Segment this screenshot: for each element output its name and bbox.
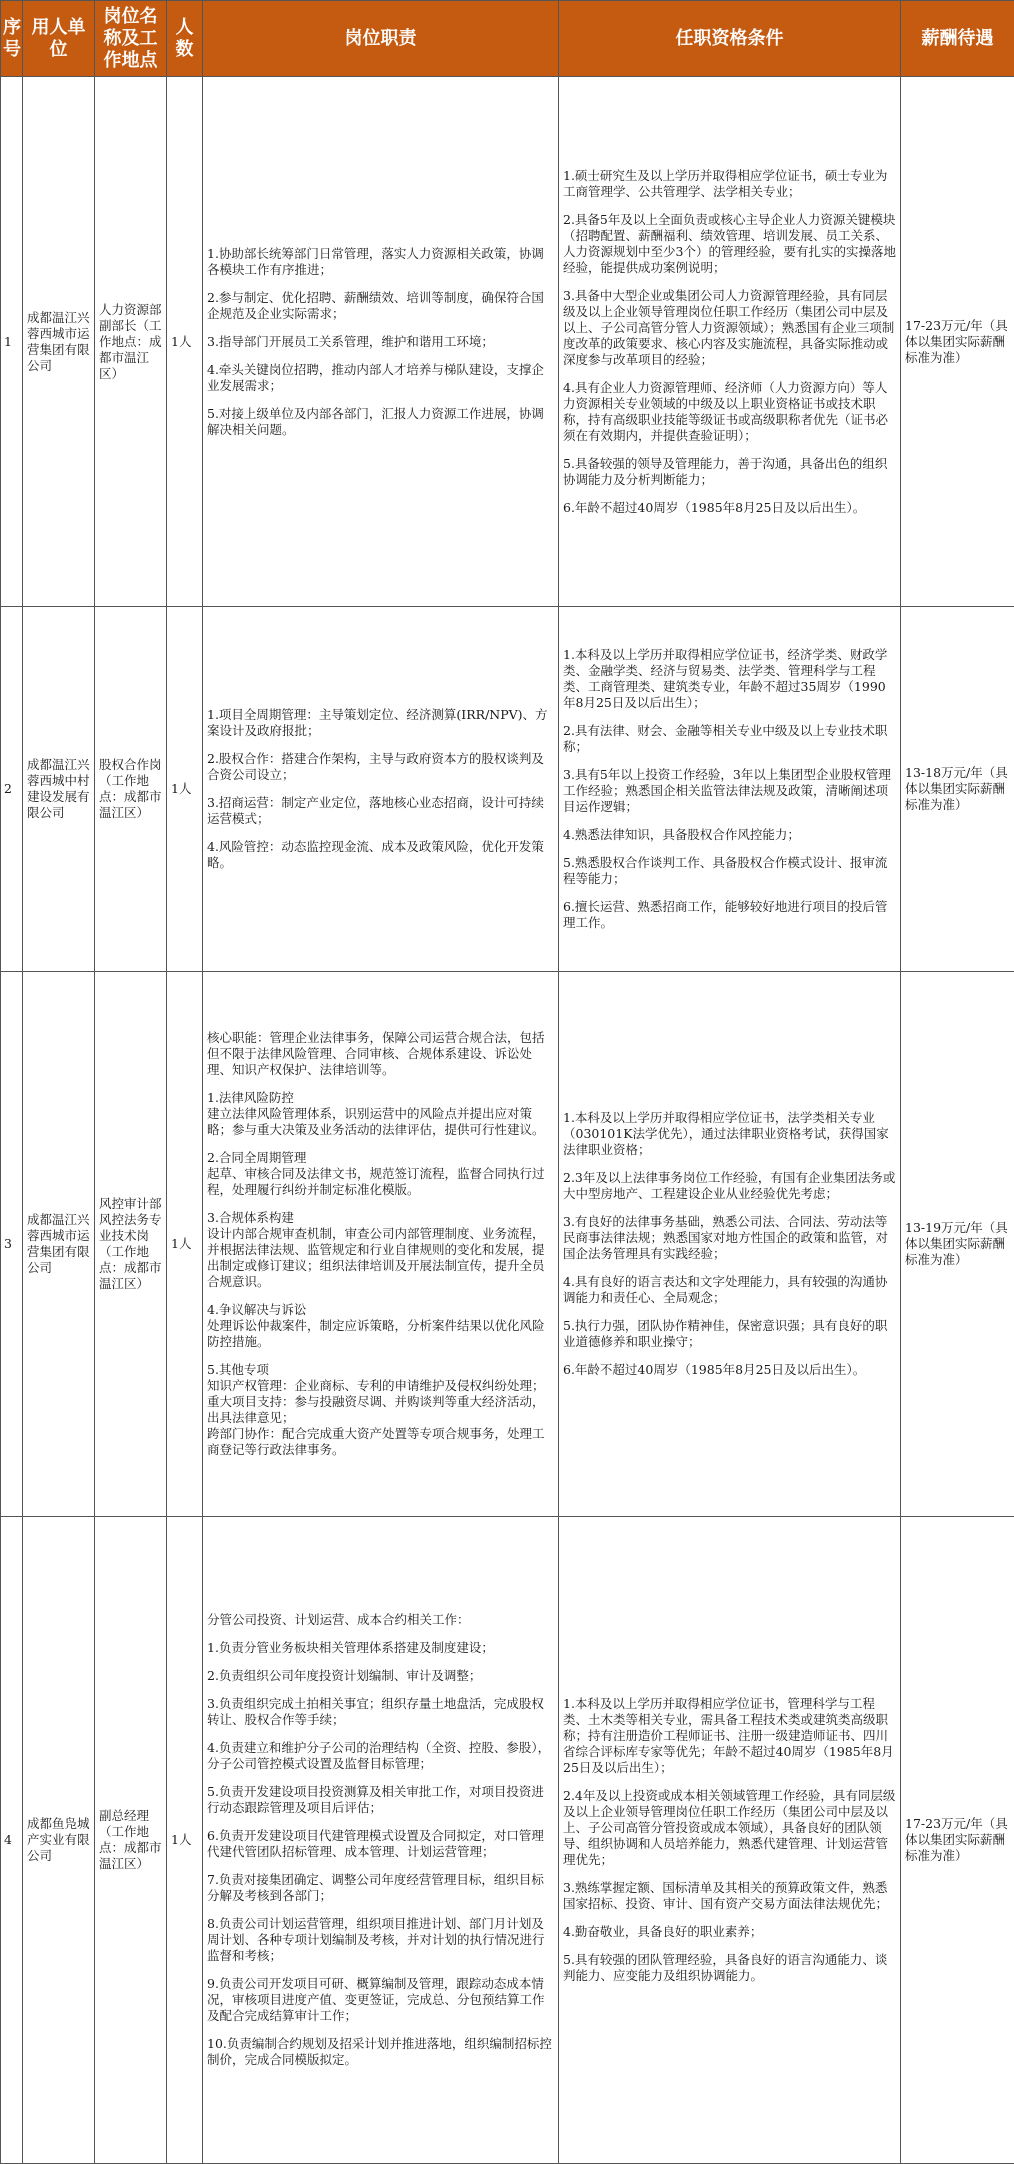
requirement-item [563, 500, 896, 516]
header-salary: 薪酬待遇 [901, 1, 1014, 77]
cell-seq: 3 [1, 972, 23, 1517]
header-requirements: 任职资格条件 [559, 1, 901, 77]
text-line: 3.合规体系构建 [207, 1210, 554, 1226]
duty-item [207, 2036, 554, 2068]
text-line: 核心职能：管理企业法律事务，保障公司运营合规合法，包括但不限于法律风险管理、合同审核、合规体系建设、诉讼处理、知识产权保护、法律培训等。 [207, 1030, 554, 1078]
text-line: 1.法律风险防控 [207, 1090, 554, 1106]
requirement-item [563, 827, 896, 843]
duty-item [207, 406, 554, 438]
text-line: 分管公司投资、计划运营、成本合约相关工作： [207, 1612, 554, 1628]
cell-count: 1人 [167, 1517, 203, 2164]
text-line: 2.4年及以上投资或成本相关领域管理工作经验，具有同层级及以上企业领导管理岗位任职工作经历（集团公司中层及以上、子公司高管分管投资或成本领域），具备良好的团队领导、组织协调和人员培养能力，熟悉代建管理、计划运营管理优先； [563, 1788, 896, 1868]
cell-unit: 成都温江兴蓉西城中村建设发展有限公司 [23, 607, 95, 972]
text-line: 2.负责组织公司年度投资计划编制、审计及调整； [207, 1668, 554, 1684]
cell-position: 人力资源部副部长（工作地点：成都市温江区） [95, 77, 167, 607]
cell-count: 1人 [167, 607, 203, 972]
requirement-item [563, 855, 896, 887]
duty-item [207, 1872, 554, 1904]
text-line: 4.争议解决与诉讼 [207, 1302, 554, 1318]
text-line: 9.负责公司开发项目可研、概算编制及管理，跟踪动态成本情况，审核项目进度产值、变更签证，完成总、分包预结算工作及配合完成结算审计工作； [207, 1976, 554, 2024]
table-header [1, 1, 1014, 77]
text-line: 跨部门协作：配合完成重大资产处置等专项合规事务，处理工商登记等行政法律事务。 [207, 1426, 554, 1458]
requirement-item [563, 1924, 896, 1940]
text-line: 1.项目全周期管理：主导策划定位、经济测算(IRR/NPV)、方案设计及政府报批； [207, 707, 554, 739]
requirement-item [563, 1170, 896, 1202]
table-row [1, 77, 1014, 607]
duty-item [207, 707, 554, 739]
cell-duties [203, 1517, 559, 2164]
cell-count: 1人 [167, 972, 203, 1517]
text-line: 设计内部合规审查机制，审查公司内部管理制度、业务流程，并根据法律法规、监管规定和行业自律规则的变化和发展，提出制定或修订建议；组织法律培训及开展法制宣传，提升全员合规意识。 [207, 1226, 554, 1290]
cell-count: 1人 [167, 77, 203, 607]
requirement-item [563, 899, 896, 931]
text-line: 5.具备较强的领导及管理能力，善于沟通，具备出色的组织协调能力及分析判断能力； [563, 456, 896, 488]
duty-item [207, 1612, 554, 1628]
duty-item [207, 1090, 554, 1138]
text-line: 8.负责公司计划运营管理，组织项目推进计划、部门月计划及周计划、各种专项计划编制及考核，并对计划的执行情况进行监督和考核； [207, 1916, 554, 1964]
table-row [1, 607, 1014, 972]
text-line: 3.负责组织完成土拍相关事宜；组织存量土地盘活，完成股权转让、股权合作等手续； [207, 1696, 554, 1728]
requirement-item [563, 212, 896, 276]
text-line: 3.有良好的法律事务基础，熟悉公司法、合同法、劳动法等民商事法律法规；熟悉国家对地方性国企的政策和监管，对国企法务管理具有实践经验； [563, 1214, 896, 1262]
header-unit: 用人单位 [23, 1, 95, 77]
text-line: 4.负责建立和维护分子公司的治理结构（全资、控股、参股），分子公司管控模式设置及监督目标管理； [207, 1740, 554, 1772]
header-seq: 序号 [1, 1, 23, 77]
duty-item [207, 1828, 554, 1860]
cell-unit: 成都鱼凫城产实业有限公司 [23, 1517, 95, 2164]
text-line: 4.熟悉法律知识，具备股权合作风控能力； [563, 827, 896, 843]
text-line: 3.具备中大型企业或集团公司人力资源管理经验，具有同层级及以上企业领导管理岗位任职工作经历（集团公司中层及以上、子公司高管分管人力资源领域）；熟悉国有企业三项制度改革的政策要求、核心内容及实施流程，具备实际推动或深度参与改革项目的经验； [563, 288, 896, 368]
duty-item [207, 1668, 554, 1684]
cell-unit: 成都温江兴蓉西城市运营集团有限公司 [23, 77, 95, 607]
text-line: 2.股权合作：搭建合作架构，主导与政府资本方的股权谈判及合资公司设立； [207, 751, 554, 783]
duty-item [207, 839, 554, 871]
text-line: 2.具备5年及以上全面负责或核心主导企业人力资源关键模块（招聘配置、薪酬福利、绩效管理、培训发展、员工关系、人力资源规划中至少3个）的管理经验，要有扎实的实操落地经验，能提供成功案例说明； [563, 212, 896, 276]
cell-position: 风控审计部风控法务专业技术岗（工作地点：成都市温江区） [95, 972, 167, 1517]
text-line: 1.本科及以上学历并取得相应学位证书，管理科学与工程类、土木类等相关专业，需具备工程技术类或建筑类高级职称；持有注册造价工程师证书、注册一级建造师证书、四川省综合评标库专家等优先；年龄不超过40周岁（1985年8月25日及以后出生）； [563, 1696, 896, 1776]
text-line: 3.招商运营：制定产业定位，落地核心业态招商，设计可持续运营模式； [207, 795, 554, 827]
requirement-item [563, 456, 896, 488]
text-line: 处理诉讼仲裁案件，制定应诉策略，分析案件结果以优化风险防控措施。 [207, 1318, 554, 1350]
text-line: 6.年龄不超过40周岁（1985年8月25日及以后出生）。 [563, 1362, 896, 1378]
cell-requirements [559, 972, 901, 1517]
text-line: 7.负责对接集团确定、调整公司年度经营管理目标，组织目标分解及考核到各部门； [207, 1872, 554, 1904]
text-line: 4.具有良好的语言表达和文字处理能力，具有较强的沟通协调能力和责任心、全局观念； [563, 1274, 896, 1306]
text-line: 2.合同全周期管理 [207, 1150, 554, 1166]
duty-item [207, 1640, 554, 1656]
text-line: 1.硕士研究生及以上学历并取得相应学位证书，硕士专业为工商管理学、公共管理学、法学相关专业； [563, 168, 896, 200]
header-position: 岗位名称及工作地点 [95, 1, 167, 77]
text-line: 3.具有5年以上投资工作经验，3年以上集团型企业股权管理工作经验；熟悉国企相关监管法律法规及政策，清晰阐述项目运作逻辑； [563, 767, 896, 815]
header-row [1, 1, 1014, 77]
duty-item [207, 795, 554, 827]
text-line: 10.负责编制合约规划及招采计划并推进落地，组织编制招标控制价，完成合同模版拟定。 [207, 2036, 554, 2068]
text-line: 建立法律风险管理体系，识别运营中的风险点并提出应对策略；参与重大决策及业务活动的法律评估，提供可行性建议。 [207, 1106, 554, 1138]
cell-requirements [559, 77, 901, 607]
text-line: 5.具有较强的团队管理经验，具备良好的语言沟通能力、谈判能力、应变能力及组织协调能力。 [563, 1952, 896, 1984]
cell-seq: 4 [1, 1517, 23, 2164]
cell-duties [203, 972, 559, 1517]
cell-position: 副总经理（工作地点：成都市温江区） [95, 1517, 167, 2164]
table-body [1, 77, 1014, 2164]
cell-requirements [559, 1517, 901, 2164]
cell-salary: 17-23万元/年（具体以集团实际薪酬标准为准） [901, 1517, 1014, 2164]
cell-position: 股权合作岗（工作地点：成都市温江区） [95, 607, 167, 972]
text-line: 2.参与制定、优化招聘、薪酬绩效、培训等制度，确保符合国企规范及企业实际需求； [207, 290, 554, 322]
cell-duties [203, 77, 559, 607]
duty-item [207, 1916, 554, 1964]
requirement-item [563, 647, 896, 711]
text-line: 3.熟练掌握定额、国标清单及其相关的预算政策文件，熟悉国家招标、投资、审计、国有资产交易方面法律法规优先； [563, 1880, 896, 1912]
duty-item [207, 1740, 554, 1772]
cell-salary: 13-19万元/年（具体以集团实际薪酬标准为准） [901, 972, 1014, 1517]
requirement-item [563, 1696, 896, 1776]
text-line: 5.负责开发建设项目投资测算及相关审批工作，对项目投资进行动态跟踪管理及项目后评估； [207, 1784, 554, 1816]
text-line: 5.熟悉股权合作谈判工作、具备股权合作模式设计、报审流程等能力； [563, 855, 896, 887]
cell-salary: 13-18万元/年（具体以集团实际薪酬标准为准） [901, 607, 1014, 972]
text-line: 4.勤奋敬业，具备良好的职业素养； [563, 1924, 896, 1940]
requirement-item [563, 1362, 896, 1378]
requirement-item [563, 288, 896, 368]
requirement-item [563, 168, 896, 200]
text-line: 6.负责开发建设项目代建管理模式设置及合同拟定，对口管理代建代管团队招标管理、成本管理、计划运营管理； [207, 1828, 554, 1860]
duty-item [207, 1784, 554, 1816]
requirement-item [563, 1788, 896, 1868]
cell-seq: 2 [1, 607, 23, 972]
requirement-item [563, 1880, 896, 1912]
text-line: 1.负责分管业务板块相关管理体系搭建及制度建设； [207, 1640, 554, 1656]
duty-item [207, 362, 554, 394]
duty-item [207, 1030, 554, 1078]
duty-item [207, 246, 554, 278]
cell-duties [203, 607, 559, 972]
cell-unit: 成都温江兴蓉西城市运营集团有限公司 [23, 972, 95, 1517]
text-line: 1.本科及以上学历并取得相应学位证书，法学类相关专业（030101K法学优先），通过法律职业资格考试，获得国家法律职业资格； [563, 1110, 896, 1158]
text-line: 1.本科及以上学历并取得相应学位证书，经济学类、财政学类、金融学类、经济与贸易类、法学类、管理科学与工程类、工商管理类、建筑类专业，年龄不超过35周岁（1990年8月25日及以后出生）； [563, 647, 896, 711]
text-line: 2.具有法律、财会、金融等相关专业中级及以上专业技术职称； [563, 723, 896, 755]
text-line: 2.3年及以上法律事务岗位工作经验，有国有企业集团法务或大中型房地产、工程建设企业从业经验优先考虑； [563, 1170, 896, 1202]
text-line: 4.风险管控：动态监控现金流、成本及政策风险，优化开发策略。 [207, 839, 554, 871]
table-row [1, 1517, 1014, 2164]
duty-item [207, 1976, 554, 2024]
text-line: 3.指导部门开展员工关系管理，维护和谐用工环境； [207, 334, 554, 350]
duty-item [207, 1302, 554, 1350]
cell-seq: 1 [1, 77, 23, 607]
text-line: 5.对接上级单位及内部各部门，汇报人力资源工作进展，协调解决相关问题。 [207, 406, 554, 438]
text-line: 4.具有企业人力资源管理师、经济师（人力资源方向）等人力资源相关专业领域的中级及以上职业资格证书或技术职称，持有高级职业技能等级证书或高级职称者优先（证书必须在有效期内，并提供查验证明）； [563, 380, 896, 444]
requirement-item [563, 767, 896, 815]
table-row [1, 972, 1014, 1517]
cell-salary: 17-23万元/年（具体以集团实际薪酬标准为准） [901, 77, 1014, 607]
requirement-item [563, 1318, 896, 1350]
requirement-item [563, 1952, 896, 1984]
duty-item [207, 1150, 554, 1198]
requirement-item [563, 1110, 896, 1158]
text-line: 6.擅长运营、熟悉招商工作，能够较好地进行项目的投后管理工作。 [563, 899, 896, 931]
header-duties: 岗位职责 [203, 1, 559, 77]
requirement-item [563, 723, 896, 755]
duty-item [207, 1362, 554, 1458]
duty-item [207, 290, 554, 322]
text-line: 起草、审核合同及法律文书，规范签订流程，监督合同执行过程，处理履行纠纷并制定标准化模版。 [207, 1166, 554, 1198]
cell-requirements [559, 607, 901, 972]
duty-item [207, 334, 554, 350]
header-count: 人数 [167, 1, 203, 77]
requirement-item [563, 1214, 896, 1262]
text-line: 4.牵头关键岗位招聘，推动内部人才培养与梯队建设，支撑企业发展需求； [207, 362, 554, 394]
text-line: 5.执行力强，团队协作精神佳，保密意识强；具有良好的职业道德修养和职业操守； [563, 1318, 896, 1350]
requirement-item [563, 1274, 896, 1306]
duty-item [207, 1696, 554, 1728]
duty-item [207, 1210, 554, 1290]
duty-item [207, 751, 554, 783]
text-line: 重大项目支持：参与投融资尽调、并购谈判等重大经济活动，出具法律意见； [207, 1394, 554, 1426]
text-line: 6.年龄不超过40周岁（1985年8月25日及以后出生）。 [563, 500, 896, 516]
text-line: 5.其他专项 [207, 1362, 554, 1378]
text-line: 知识产权管理：企业商标、专利的申请维护及侵权纠纷处理； [207, 1378, 554, 1394]
requirement-item [563, 380, 896, 444]
text-line: 1.协助部长统筹部门日常管理，落实人力资源相关政策，协调各模块工作有序推进； [207, 246, 554, 278]
